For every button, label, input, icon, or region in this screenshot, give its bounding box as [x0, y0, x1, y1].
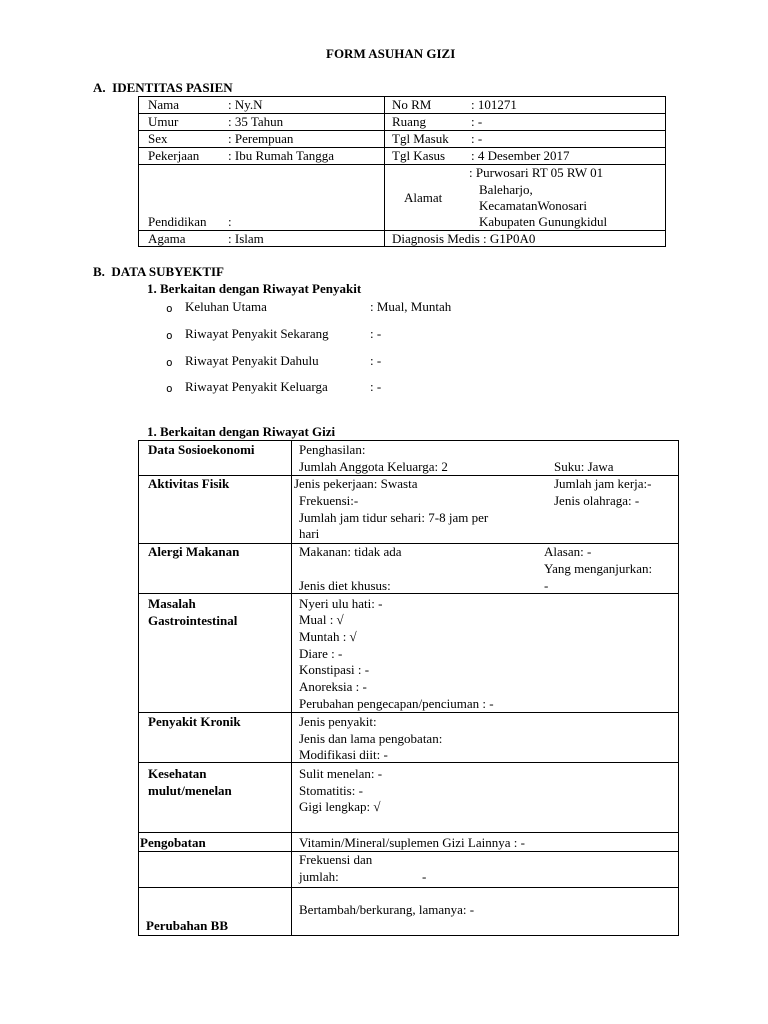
bullet-icon: o	[166, 356, 173, 369]
suku: Suku: Jawa	[554, 459, 614, 474]
alamat-line-2: Baleharjo,	[479, 182, 533, 197]
gi-line: Anoreksia : -	[299, 679, 367, 694]
label-ruang: Ruang	[392, 114, 426, 129]
gizi-table	[138, 440, 679, 936]
label-tgl-masuk: Tgl Masuk	[392, 131, 449, 146]
value-nama: : Ny.N	[228, 97, 263, 112]
label-pendidikan: Pendidikan	[148, 214, 207, 229]
label-umur: Umur	[148, 114, 179, 129]
label-kronik: Penyakit Kronik	[148, 714, 241, 729]
value-pekerjaan: : Ibu Rumah Tangga	[228, 148, 335, 163]
kronik-line: Jenis dan lama pengobatan:	[299, 731, 443, 746]
label-alamat: Alamat	[404, 190, 443, 205]
label-aktivitas: Aktivitas Fisik	[148, 476, 230, 491]
value-tgl-kasus: : 4 Desember 2017	[471, 148, 570, 163]
jenis-olahraga: Jenis olahraga: -	[554, 493, 640, 508]
gi-line: Muntah : √	[299, 629, 357, 644]
frekuensi-jumlah-2: jumlah:	[299, 869, 339, 884]
penghasilan: Penghasilan:	[299, 442, 366, 457]
suplemen: Vitamin/Mineral/suplemen Gizi Lainnya : -	[299, 835, 525, 850]
item-label-dahulu: Riwayat Penyakit Dahulu	[185, 353, 319, 368]
value-agama: : Islam	[228, 231, 264, 246]
label-masalah-1: Masalah	[148, 596, 196, 611]
gi-line: Nyeri ulu hati: -	[299, 596, 383, 611]
identity-table	[138, 96, 666, 247]
page-title: FORM ASUHAN GIZI	[326, 46, 456, 61]
gi-line: Mual : √	[299, 612, 344, 627]
mulut-line: Stomatitis: -	[299, 783, 363, 798]
label-pengobatan: Pengobatan	[140, 835, 206, 850]
kronik-line: Jenis penyakit:	[299, 714, 377, 729]
alamat-line-4: Kabupaten Gunungkidul	[479, 214, 608, 229]
makanan: Makanan: tidak ada	[299, 544, 402, 559]
label-sex: Sex	[148, 131, 168, 146]
alamat-line-3: KecamatanWonosari	[479, 198, 587, 213]
label-no-rm: No RM	[392, 97, 432, 112]
item-label-sekarang: Riwayat Penyakit Sekarang	[185, 326, 329, 341]
riwayat-penyakit-heading: 1. Berkaitan dengan Riwayat Penyakit	[147, 281, 362, 296]
value-sex: : Perempuan	[228, 131, 294, 146]
label-mulut-2: mulut/menelan	[148, 783, 232, 798]
item-value-sekarang: : -	[370, 326, 382, 341]
diagnosis-medis: Diagnosis Medis : G1P0A0	[392, 231, 536, 246]
gi-line: Konstipasi : -	[299, 662, 370, 677]
alamat-line-1: : Purwosari RT 05 RW 01	[469, 165, 604, 180]
frekuensi-jumlah-value: -	[422, 869, 427, 884]
label-sosioekonomi: Data Sosioekonomi	[148, 442, 255, 457]
item-label-keluarga: Riwayat Penyakit Keluarga	[185, 379, 328, 394]
mulut-line: Gigi lengkap: √	[299, 799, 381, 814]
yang-menganjurkan-value: -	[544, 578, 549, 593]
bullet-icon: o	[166, 329, 173, 342]
kronik-line: Modifikasi diit: -	[299, 747, 388, 762]
item-value-dahulu: : -	[370, 353, 382, 368]
riwayat-gizi-heading: 1. Berkaitan dengan Riwayat Gizi	[147, 424, 336, 439]
label-perubahan-bb: Perubahan BB	[146, 918, 228, 933]
label-agama: Agama	[148, 231, 186, 246]
value-umur: : 35 Tahun	[228, 114, 284, 129]
section-b-heading: B. DATA SUBYEKTIF	[93, 264, 224, 279]
frekuensi: Frekuensi:-	[299, 493, 359, 508]
section-a-heading: A. IDENTITAS PASIEN	[93, 80, 233, 95]
gi-line: Diare : -	[299, 646, 343, 661]
gi-line: Perubahan pengecapan/penciuman : -	[299, 696, 494, 711]
value-no-rm: : 101271	[471, 97, 517, 112]
label-tgl-kasus: Tgl Kasus	[392, 148, 446, 163]
jumlah-anggota: Jumlah Anggota Keluarga: 2	[299, 459, 448, 474]
label-mulut-1: Kesehatan	[148, 766, 207, 781]
item-value-keluarga: : -	[370, 379, 382, 394]
value-ruang: : -	[471, 114, 483, 129]
yang-menganjurkan: Yang menganjurkan:	[544, 561, 653, 576]
label-pekerjaan: Pekerjaan	[148, 148, 200, 163]
mulut-line: Sulit menelan: -	[299, 766, 383, 781]
item-value-keluhan: : Mual, Muntah	[370, 299, 452, 314]
value-tgl-masuk: : -	[471, 131, 483, 146]
frekuensi-jumlah-1: Frekuensi dan	[299, 852, 373, 867]
jenis-diet: Jenis diet khusus:	[299, 578, 391, 593]
perubahan-bb-value: Bertambah/berkurang, lamanya: -	[299, 902, 475, 917]
jam-kerja: Jumlah jam kerja:-	[554, 476, 652, 491]
label-masalah-2: Gastrointestinal	[148, 613, 238, 628]
label-nama: Nama	[148, 97, 180, 112]
value-pendidikan: :	[228, 214, 232, 229]
label-alergi: Alergi Makanan	[148, 544, 240, 559]
item-label-keluhan: Keluhan Utama	[185, 299, 267, 314]
alasan: Alasan: -	[544, 544, 592, 559]
jam-tidur-2: hari	[299, 526, 320, 541]
bullet-icon: o	[166, 302, 173, 315]
jam-tidur-1: Jumlah jam tidur sehari: 7-8 jam per	[299, 510, 489, 525]
bullet-icon: o	[166, 382, 173, 395]
jenis-pekerjaan: Jenis pekerjaan: Swasta	[294, 476, 418, 491]
